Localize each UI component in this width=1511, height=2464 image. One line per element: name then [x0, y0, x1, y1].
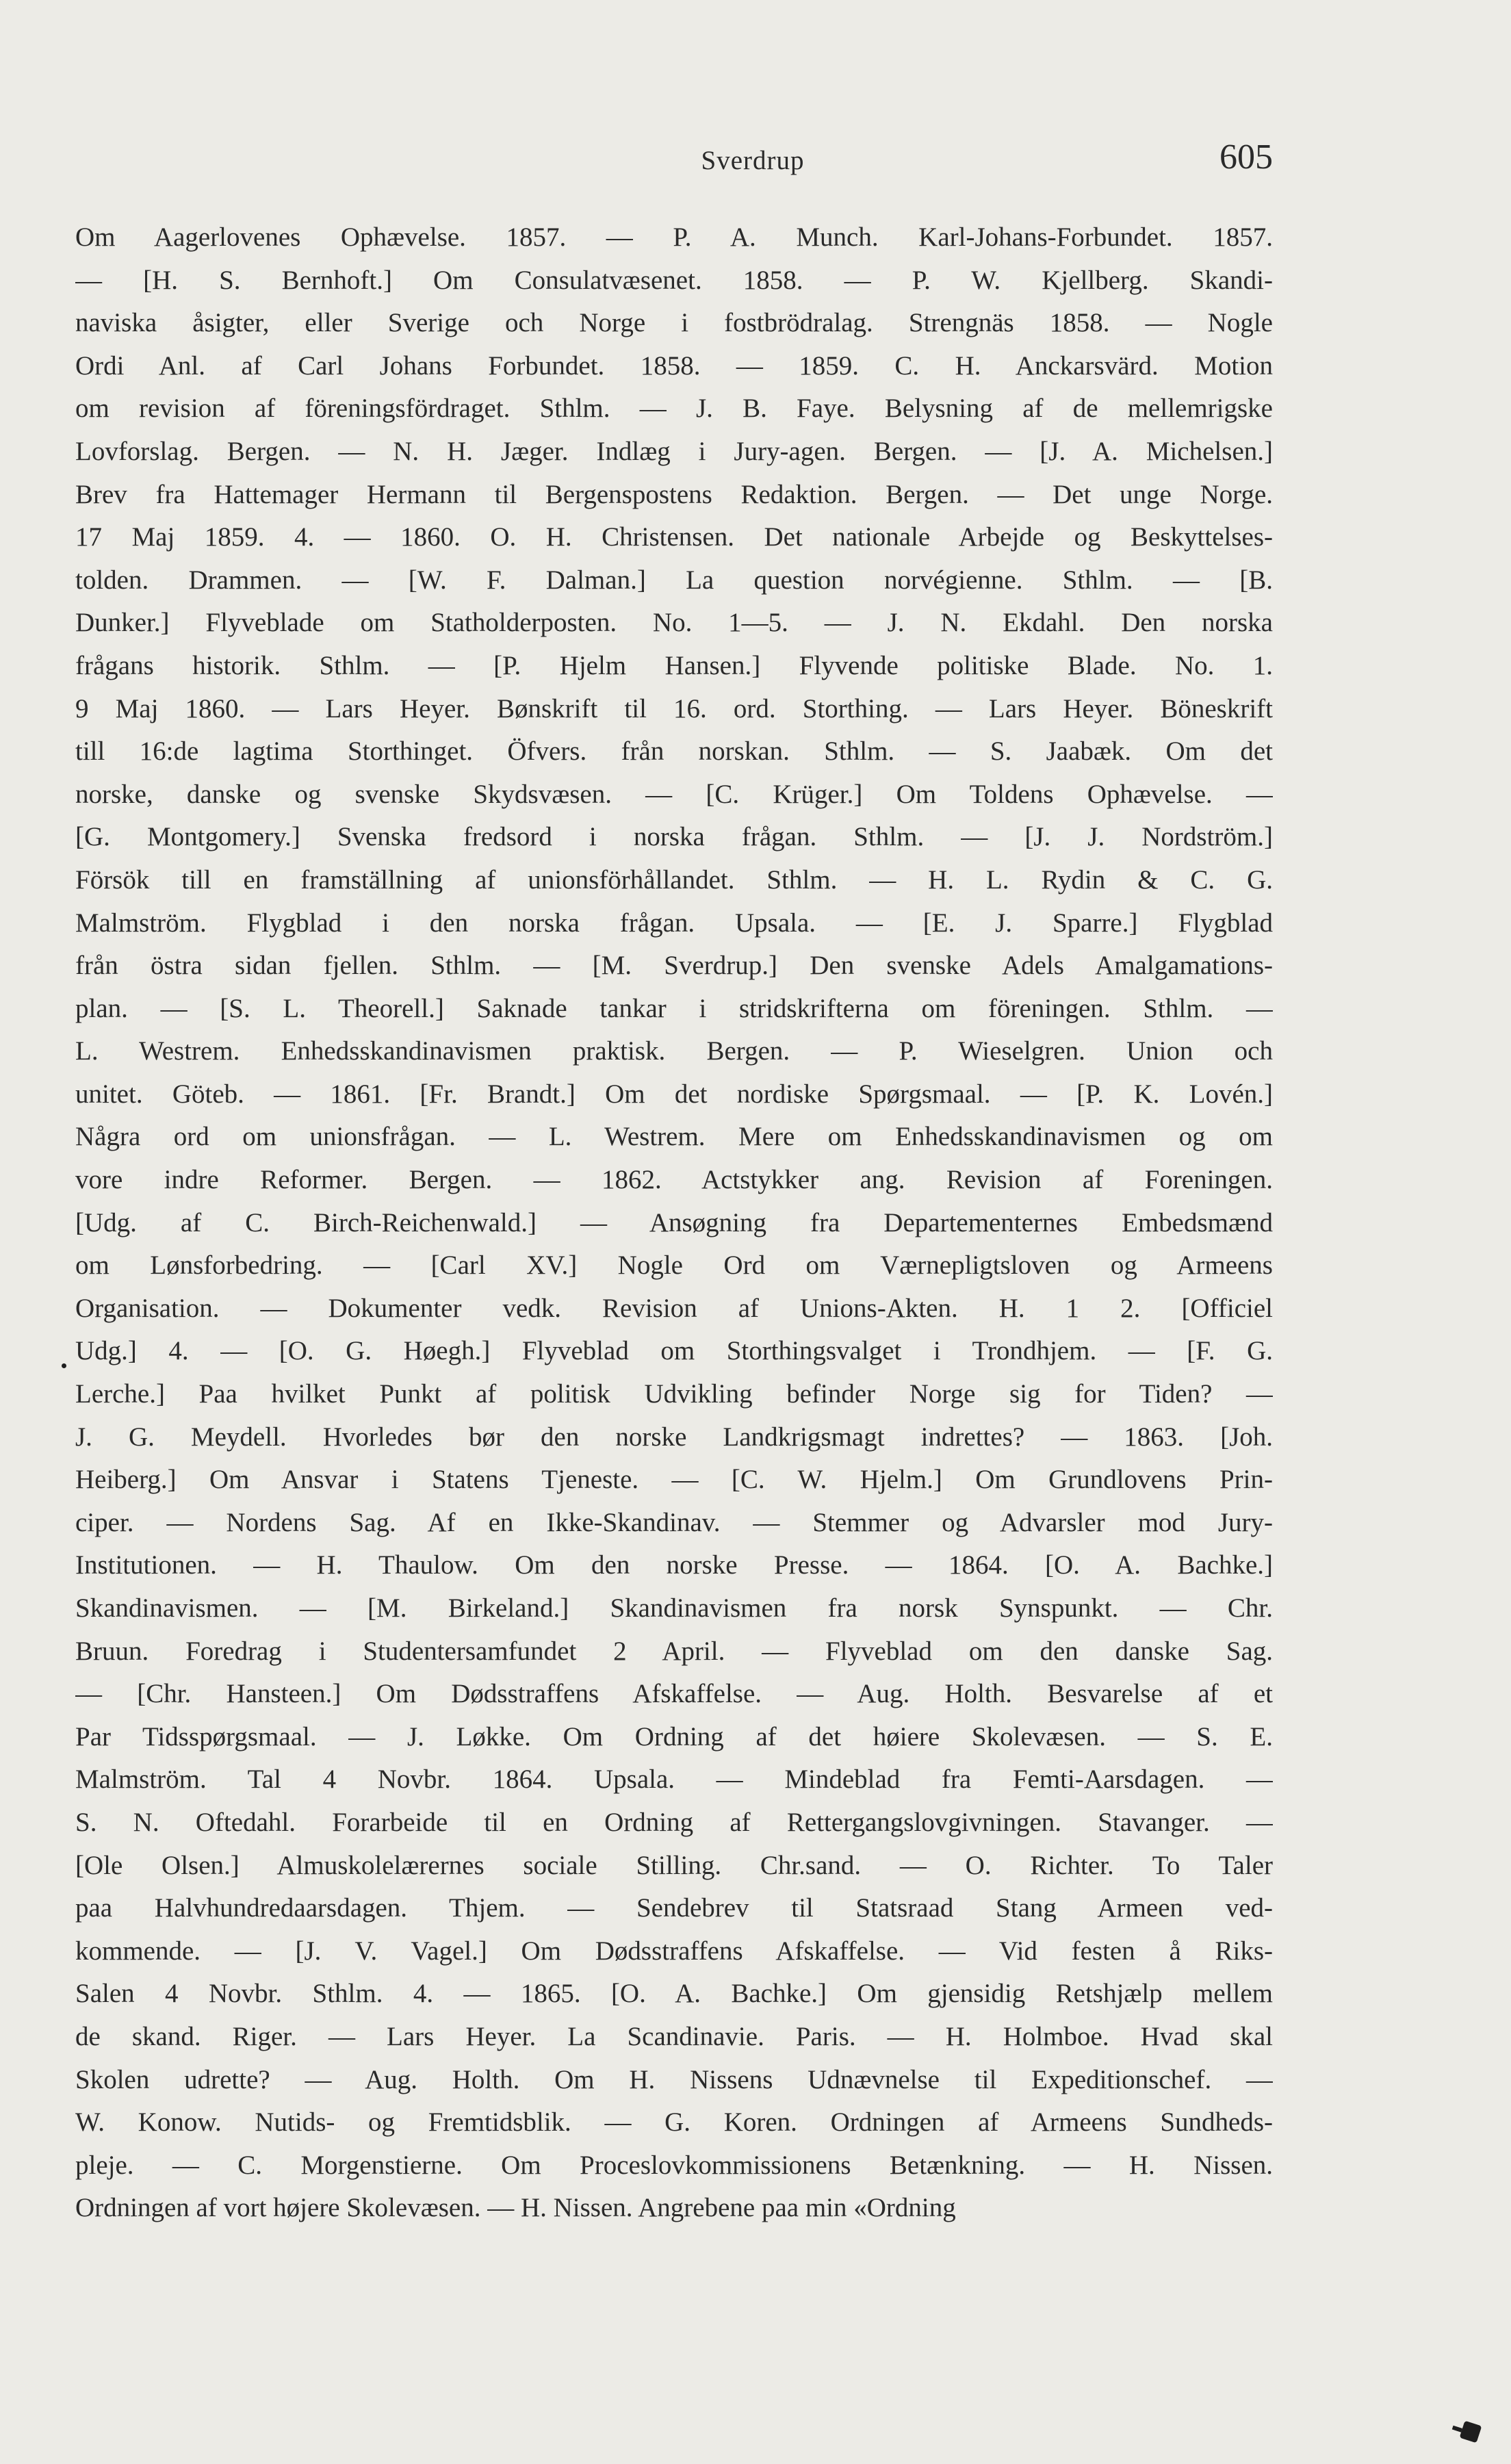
text-line: om revision af föreningsfördraget. Sthlm. — J. B. Faye. Belysning af de mellemrigske — [75, 394, 1273, 424]
text-line: 9 Maj 1860. — Lars Heyer. Bønskrift til 16. ord. Storthing. — Lars Heyer. Böneskrift — [75, 693, 1273, 723]
text-line: pleje. — C. Morgenstierne. Om Proceslovkommissionens Betænkning. — H. Nissen. — [75, 2150, 1273, 2180]
text-line: Heiberg.] Om Ansvar i Statens Tjeneste. — [C. W. Hjelm.] Om Grundlovens Prin- — [75, 1465, 1273, 1495]
text-line: W. Konow. Nutids- og Fremtidsblik. — G. Koren. Ordningen af Armeens Sundheds- — [75, 2107, 1273, 2138]
text-line: om Lønsforbedring. — [Carl XV.] Nogle Ord om Værnepligtsloven og Armeens — [75, 1250, 1273, 1281]
text-line: Några ord om unionsfrågan. — L. Westrem. Mere om Enhedsskandinavismen og om — [75, 1122, 1273, 1152]
text-line: J. G. Meydell. Hvorledes bør den norske Landkrigsmagt indrettes? — 1863. [Joh. — [75, 1422, 1273, 1452]
text-line: Försök till en framställning af unionsförhållandet. Sthlm. — H. L. Rydin & C. G. — [75, 864, 1273, 895]
text-line: Om Aagerlovenes Ophævelse. 1857. — P. A. Munch. Karl-Johans-Forbundet. 1857. — [75, 222, 1273, 252]
text-line: norske, danske og svenske Skydsvæsen. — [C. Krüger.] Om Toldens Ophævelse. — — [75, 779, 1273, 809]
text-line: [G. Montgomery.] Svenska fredsord i norska frågan. Sthlm. — [J. J. Nordström.] — [75, 822, 1273, 852]
text-line: S. N. Oftedahl. Forarbeide til en Ordning af Rettergangslovgivningen. Stavanger. — — [75, 1807, 1273, 1837]
page-corner-mark — [1460, 2421, 1482, 2443]
text-line: 17 Maj 1859. 4. — 1860. O. H. Christensen. Det nationale Arbejde og Beskyttelses- — [75, 522, 1273, 552]
text-line: unitet. Göteb. — 1861. [Fr. Brandt.] Om det nordiske Spørgsmaal. — [P. K. Lovén.] — [75, 1079, 1273, 1109]
bibliography-text — [75, 216, 1273, 2230]
text-line: från östra sidan fjellen. Sthlm. — [M. Sverdrup.] Den svenske Adels Amalgamations- — [75, 951, 1273, 981]
text-line: Skolen udrette? — Aug. Holth. Om H. Nissens Udnævnelse til Expeditionschef. — — [75, 2064, 1273, 2094]
text-line: ciper. — Nordens Sag. Af en Ikke-Skandinav. — Stemmer og Advarsler mod Jury- — [75, 1507, 1273, 1537]
text-line: — [H. S. Bernhoft.] Om Consulatvæsenet. 1858. — P. W. Kjellberg. Skandi- — [75, 265, 1273, 295]
running-header: Sverdrup — [701, 146, 805, 175]
text-line: naviska åsigter, eller Sverige och Norge i fostbrödralag. Strengnäs 1858. — Nogle — [75, 308, 1273, 338]
text-line: Dunker.] Flyveblade om Statholderposten. No. 1—5. — J. N. Ekdahl. Den norska — [75, 608, 1273, 638]
text-line: Udg.] 4. — [O. G. Høegh.] Flyveblad om Storthingsvalget i Trondhjem. — [F. G. — [75, 1336, 1273, 1366]
text-line: Lerche.] Paa hvilket Punkt af politisk Udvikling befinder Norge sig for Tiden? — — [75, 1379, 1273, 1409]
text-line: Malmström. Flygblad i den norska frågan. Upsala. — [E. J. Sparre.] Flygblad — [75, 908, 1273, 938]
text-line: frågans historik. Sthlm. — [P. Hjelm Hansen.] Flyvende politiske Blade. No. 1. — [75, 650, 1273, 680]
page-number: 605 — [1219, 138, 1273, 177]
text-line: de skand. Riger. — Lars Heyer. La Scandinavie. Paris. — H. Holmboe. Hvad skal — [75, 2021, 1273, 2051]
text-line: [Ole Olsen.] Almuskolelærernes sociale Stilling. Chr.sand. — O. Richter. To Taler — [75, 1850, 1273, 1880]
text-line: Ordningen af vort højere Skolevæsen. — H. Nissen. Angrebene paa min «Ordning — [75, 2193, 956, 2223]
text-line: [Udg. af C. Birch-Reichenwald.] — Ansøgning fra Departementernes Embedsmænd — [75, 1207, 1273, 1237]
text-line: Bruun. Foredrag i Studentersamfundet 2 April. — Flyveblad om den danske Sag. — [75, 1636, 1273, 1666]
ink-speck — [62, 1363, 66, 1368]
text-line: till 16:de lagtima Storthinget. Öfvers. från norskan. Sthlm. — S. Jaabæk. Om det — [75, 736, 1273, 767]
text-line: Brev fra Hattemager Hermann til Bergenspostens Redaktion. Bergen. — Det unge Norge. — [75, 479, 1273, 509]
text-line: Ordi Anl. af Carl Johans Forbundet. 1858. — 1859. C. H. Anckarsvärd. Motion — [75, 350, 1273, 381]
text-line: Salen 4 Novbr. Sthlm. 4. — 1865. [O. A. Bachke.] Om gjensidig Retshjælp mellem — [75, 1979, 1273, 2009]
text-line: plan. — [S. L. Theorell.] Saknade tankar i stridskrifterna om föreningen. Sthlm. — — [75, 993, 1273, 1023]
text-line: tolden. Drammen. — [W. F. Dalman.] La question norvégienne. Sthlm. — [B. — [75, 565, 1273, 595]
text-line: paa Halvhundredaarsdagen. Thjem. — Sendebrev til Statsraad Stang Armeen ved- — [75, 1893, 1273, 1923]
text-line: Institutionen. — H. Thaulow. Om den norske Presse. — 1864. [O. A. Bachke.] — [75, 1550, 1273, 1580]
text-line: Skandinavismen. — [M. Birkeland.] Skandinavismen fra norsk Synspunkt. — Chr. — [75, 1593, 1273, 1623]
text-line: vore indre Reformer. Bergen. — 1862. Actstykker ang. Revision af Foreningen. — [75, 1165, 1273, 1195]
text-line: kommende. — [J. V. Vagel.] Om Dødsstraffens Afskaffelse. — Vid festen å Riks- — [75, 1936, 1273, 1966]
text-line: Malmström. Tal 4 Novbr. 1864. Upsala. — Mindeblad fra Femti-Aarsdagen. — — [75, 1764, 1273, 1795]
text-line: Lovforslag. Bergen. — N. H. Jæger. Indlæg i Jury-agen. Bergen. — [J. A. Michelsen.] — [75, 436, 1273, 466]
text-line: — [Chr. Hansteen.] Om Dødsstraffens Afskaffelse. — Aug. Holth. Besvarelse af et — [75, 1679, 1273, 1709]
text-line: Organisation. — Dokumenter vedk. Revision af Unions-Akten. H. 1 2. [Officiel — [75, 1293, 1273, 1323]
text-line: Par Tidsspørgsmaal. — J. Løkke. Om Ordning af det høiere Skolevæsen. — S. E. — [75, 1721, 1273, 1751]
text-line: L. Westrem. Enhedsskandinavismen praktisk. Bergen. — P. Wieselgren. Union och — [75, 1036, 1273, 1066]
